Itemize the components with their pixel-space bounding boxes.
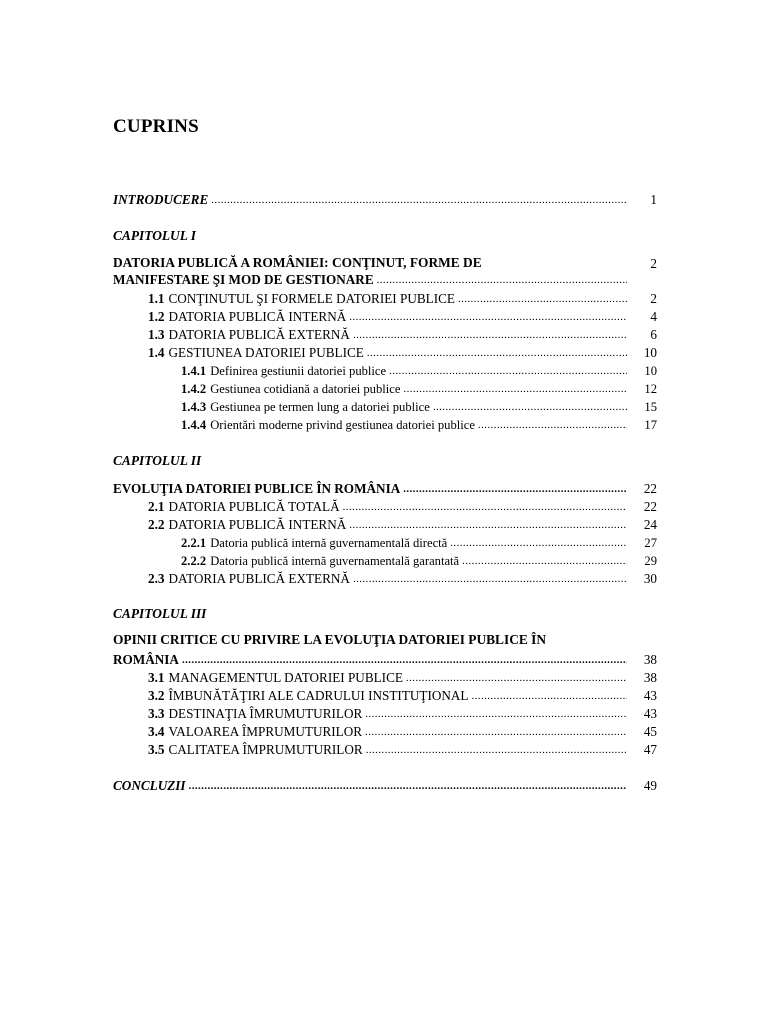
chapter-heading-3: CAPITOLUL III	[113, 606, 207, 621]
toc-entry-text: Orientări moderne privind gestiunea datoriei publice	[210, 418, 475, 432]
toc-page-number: 43	[643, 706, 657, 721]
dot-leader	[450, 534, 627, 551]
section-number: 1.4.3	[181, 400, 207, 414]
toc-entry-text: CONCLUZII	[113, 778, 186, 793]
dot-leader	[349, 516, 627, 533]
toc-entry-text: DATORIA PUBLICĂ EXTERNĂ	[168, 327, 350, 342]
toc-entry-text: DATORIA PUBLICĂ INTERNĂ	[168, 517, 347, 532]
toc-entry-1-4-1[interactable]	[113, 361, 657, 379]
section-number: 1.4	[148, 345, 165, 360]
toc-entry-3-3[interactable]	[113, 704, 657, 722]
toc-page-number: 10	[644, 364, 657, 378]
toc-entry-3-1[interactable]	[113, 668, 657, 686]
toc-page-number: 6	[650, 327, 657, 342]
dot-leader	[433, 398, 627, 415]
toc-entry-1-4-3[interactable]	[113, 397, 657, 415]
section-number: 1.2	[148, 309, 165, 324]
toc-page-number: 4	[650, 309, 657, 324]
toc-entry-text: CONŢINUTUL ŞI FORMELE DATORIEI PUBLICE	[168, 291, 455, 306]
toc-entry-1-3[interactable]	[113, 325, 657, 343]
section-number: 1.1	[148, 291, 165, 306]
toc-entry-text: Gestiunea cotidiană a datoriei publice	[210, 382, 401, 396]
section-number: 2.3	[148, 571, 165, 586]
dot-leader	[343, 498, 627, 515]
toc-page-number: 38	[643, 670, 657, 685]
section-number: 1.4.4	[181, 418, 207, 432]
toc-entry-text: Datoria publică internă guvernamentală garantată	[210, 554, 460, 568]
toc-entry-conclusion[interactable]	[113, 776, 657, 794]
toc-entry-text: ÎMBUNĂTĂŢIRI ALE CADRULUI INSTITUŢIONAL	[168, 688, 469, 703]
toc-page-number: 24	[643, 517, 657, 532]
toc-entry-text: Datoria publică internă guvernamentală directă	[210, 536, 448, 550]
toc-entry-1-4[interactable]	[113, 343, 657, 361]
toc-entry-text: EVOLUŢIA DATORIEI PUBLICE ÎN ROMÂNIA	[113, 481, 401, 496]
toc-entry-1-1[interactable]	[113, 289, 657, 307]
toc-entry-2-3[interactable]	[113, 569, 657, 587]
dot-leader	[458, 290, 627, 307]
dot-leader	[349, 308, 627, 325]
toc-entry-text: DATORIA PUBLICĂ INTERNĂ	[168, 309, 347, 324]
toc-entry-text: Definirea gestiunii datoriei publice	[210, 364, 387, 378]
section-number: 3.4	[148, 724, 165, 739]
chapter-title-3-line2[interactable]	[113, 650, 657, 668]
toc-entry-2-2-1[interactable]	[113, 533, 657, 551]
dot-leader	[353, 570, 627, 587]
dot-leader	[462, 552, 627, 569]
chapter-heading-2: CAPITOLUL II	[113, 453, 202, 468]
dot-leader	[367, 344, 627, 361]
toc-entry-text: DATORIA PUBLICĂ TOTALĂ	[168, 499, 340, 514]
dot-leader	[403, 380, 627, 397]
toc-page-number: 17	[644, 418, 657, 432]
dot-leader	[478, 416, 627, 433]
toc-page-number: 49	[643, 778, 657, 793]
section-number: 1.4.2	[181, 382, 207, 396]
chapter-title-3-line1[interactable]: OPINII CRITICE CU PRIVIRE LA EVOLUŢIA DATORIEI PUBLICE ÎN	[113, 632, 547, 647]
toc-page-number: 2	[650, 291, 657, 306]
dot-leader	[182, 651, 627, 668]
toc-page-number: 15	[644, 400, 657, 414]
toc-entry-3-4[interactable]	[113, 722, 657, 740]
toc-entry-text: MANAGEMENTUL DATORIEI PUBLICE	[168, 670, 403, 685]
section-number: 3.1	[148, 670, 165, 685]
toc-entry-1-2[interactable]	[113, 307, 657, 325]
toc-entry-2-1[interactable]	[113, 497, 657, 515]
toc-entry-3-5[interactable]	[113, 740, 657, 758]
toc-entry-text: DATORIA PUBLICĂ EXTERNĂ	[168, 571, 350, 586]
toc-entry-3-2[interactable]	[113, 686, 657, 704]
chapter-title-2[interactable]	[113, 479, 657, 497]
dot-leader	[189, 777, 627, 794]
dot-leader	[389, 362, 627, 379]
section-number: 3.3	[148, 706, 165, 721]
dot-leader	[403, 480, 627, 497]
toc-page-number: 22	[643, 481, 657, 496]
chapter-title-1-line1[interactable]: DATORIA PUBLICĂ A ROMÂNIEI: CONŢINUT, FORME DE	[113, 255, 482, 270]
dot-leader	[365, 723, 627, 740]
page-title: CUPRINS	[113, 116, 199, 137]
dot-leader	[471, 687, 627, 704]
toc-page-number: 1	[650, 192, 657, 207]
chapter-heading-1: CAPITOLUL I	[113, 228, 196, 243]
section-number: 3.2	[148, 688, 165, 703]
toc-entry-text: VALOAREA ÎMPRUMUTURILOR	[168, 724, 363, 739]
toc-entry-2-2[interactable]	[113, 515, 657, 533]
toc-entry-1-4-2[interactable]	[113, 379, 657, 397]
toc-page-number: 47	[643, 742, 657, 757]
toc-entry-text: INTRODUCERE	[113, 192, 209, 207]
dot-leader	[406, 669, 627, 686]
toc-page-number: 29	[644, 554, 657, 568]
section-number: 2.1	[148, 499, 165, 514]
dot-leader	[353, 326, 627, 343]
dot-leader	[377, 271, 627, 288]
dot-leader	[365, 705, 627, 722]
toc-page-number: 2	[650, 256, 657, 271]
toc-entry-text: GESTIUNEA DATORIEI PUBLICE	[168, 345, 364, 360]
toc-entry-text: Gestiunea pe termen lung a datoriei publice	[210, 400, 430, 414]
dot-leader	[211, 191, 627, 208]
toc-entry-text: CALITATEA ÎMPRUMUTURILOR	[168, 742, 363, 757]
toc-page-number: 10	[643, 345, 657, 360]
toc-page-number: 38	[643, 652, 657, 667]
toc-page-number: 45	[643, 724, 657, 739]
section-number: 1.4.1	[181, 364, 207, 378]
toc-page-number: 43	[643, 688, 657, 703]
toc-entry-1-4-4[interactable]	[113, 415, 657, 433]
section-number: 3.5	[148, 742, 165, 757]
section-number: 1.3	[148, 327, 165, 342]
toc-page-number: 12	[644, 382, 657, 396]
toc-entry-text: MANIFESTARE ŞI MOD DE GESTIONARE	[113, 272, 374, 287]
dot-leader	[366, 741, 627, 758]
section-number: 2.2	[148, 517, 165, 532]
toc-page-number: 22	[643, 499, 657, 514]
toc-entry-text: ROMÂNIA	[113, 652, 179, 667]
section-number: 2.2.2	[181, 554, 207, 568]
toc-page-number: 27	[644, 536, 657, 550]
section-number: 2.2.1	[181, 536, 207, 550]
toc-entry-introduction[interactable]	[113, 190, 657, 208]
toc-entry-2-2-2[interactable]	[113, 551, 657, 569]
toc-page-number: 30	[643, 571, 657, 586]
toc-entry-text: DESTINAŢIA ÎMRUMUTURILOR	[168, 706, 363, 721]
